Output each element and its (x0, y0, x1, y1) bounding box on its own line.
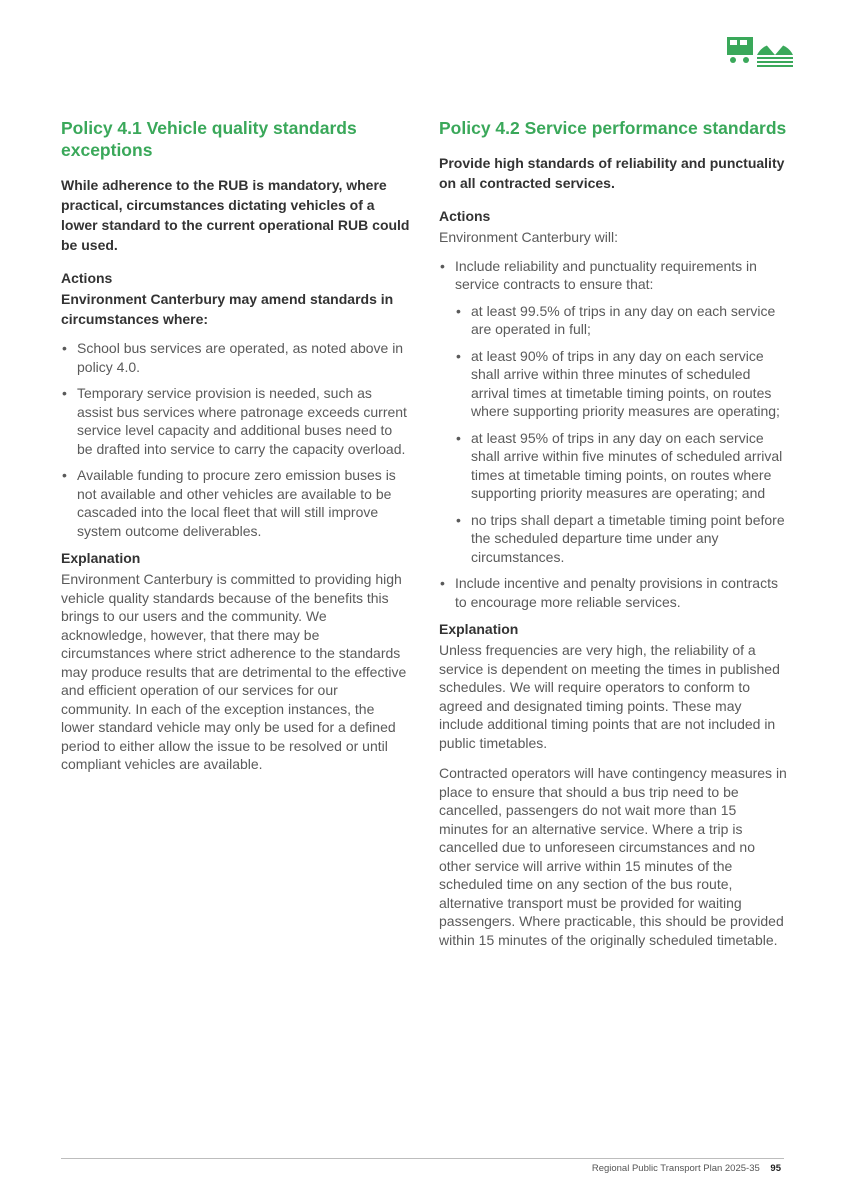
actions-heading: Actions (439, 208, 491, 224)
sub-list-item: • at least 99.5% of trips in any day on each service are operated in full; (455, 302, 789, 339)
footer-doc-title: Regional Public Transport Plan 2025-35 (591, 1163, 760, 1174)
page-number: 95 (770, 1163, 781, 1174)
actions-intro: Environment Canterbury may amend standards in circumstances where: (61, 291, 394, 327)
policy-4-1-title: Policy 4.1 Vehicle quality standards exceptions (61, 118, 357, 160)
actions-intro: Environment Canterbury will: (439, 229, 618, 245)
list-item (439, 257, 789, 567)
explanation-heading: Explanation (439, 621, 519, 637)
sub-list-item: • at least 95% of trips in any day on each service shall arrive within five minutes of scheduled arrival times at timetable timing points, on routes where supporting priority measures are operating; and (455, 429, 789, 503)
actions-list (61, 339, 411, 540)
list-item: • Available funding to procure zero emission buses is not available and other vehicles are available to be cascaded into the local fleet that will still improve system outcome deliverables. (61, 466, 411, 540)
sub-list-item: • at least 90% of trips in any day on each service shall arrive within three minutes of scheduled arrival times at timetable timing points, on routes where supporting priority measures are operating; (455, 347, 789, 421)
policy-4-2-intro: Provide high standards of reliability and punctuality on all contracted services. (439, 155, 785, 191)
explanation-paragraph: Contracted operators will have contingency measures in place to ensure that should a bus trip need to be cancelled, passengers do not wait more than 15 minutes for an alternative service. Where a trip is cancelled due to unforeseen circumstances and no other service will arrive within 15 minutes of the scheduled time on any section of the bus route, alternative transport must be provided for waiting passengers. Where practicable, this should be provided within 15 minutes of the originally scheduled timetable. (439, 765, 787, 948)
actions-list (439, 257, 789, 612)
sub-list (455, 302, 789, 567)
policy-4-2-title: Policy 4.2 Service performance standards (439, 118, 787, 138)
policy-4-1-intro: While adherence to the RUB is mandatory, where practical, circumstances dictating vehicles of a lower standard to the current operational RUB could be used. (61, 177, 410, 253)
sub-list-item: • no trips shall depart a timetable timing point before the scheduled departure time under any circumstances. (455, 511, 789, 567)
footer-divider (61, 1158, 784, 1159)
list-item-text: Include reliability and punctuality requirements in service contracts to ensure that: (455, 257, 757, 292)
list-item: • Include incentive and penalty provisions in contracts to encourage more reliable services. (439, 574, 789, 611)
list-item: • Temporary service provision is needed, such as assist bus services where patronage exceeds current service level capacity and additional buses need to be drafted into service to carry the capacity overload. (61, 384, 411, 458)
actions-heading: Actions (61, 270, 113, 286)
explanation-heading: Explanation (61, 550, 141, 566)
policy-4-1-column (61, 117, 411, 786)
policy-4-2-column (439, 117, 789, 961)
explanation-paragraph: Unless frequencies are very high, the reliability of a service is dependent on meeting the times in published schedules. We will require operators to conform to agreed and designated timing points. These may include additional timing points that are not included in public timetables. (439, 642, 780, 751)
transport-logo-icon (725, 25, 795, 71)
list-item: • School bus services are operated, as noted above in policy 4.0. (61, 339, 411, 376)
footer (592, 1163, 781, 1174)
explanation-text: Environment Canterbury is committed to providing high vehicle quality standards because of the benefits this brings to our users and the community. We acknowledge, however, that there may be circumstances where strict adherence to the standards may produce results that are detrimental to the effective and efficient operation of our services for our community. In each of the exception instances, the lower standard vehicle may only be used for a defined period to either allow the issue to be resolved or until compliant vehicles are available. (61, 571, 407, 772)
